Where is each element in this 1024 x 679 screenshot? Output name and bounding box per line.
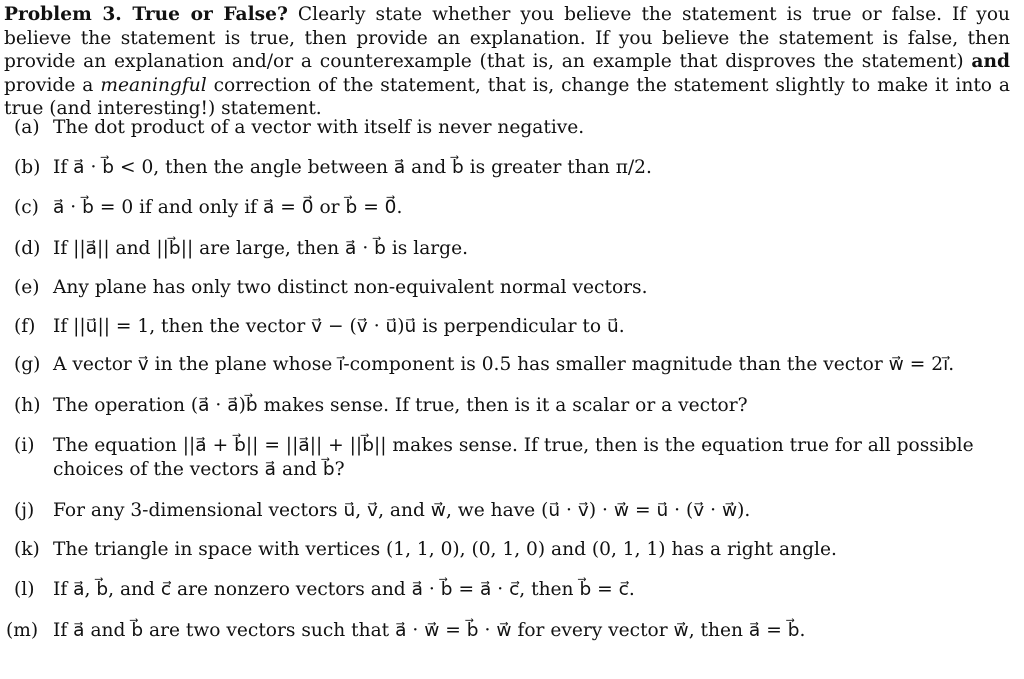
item-label: (j) [14, 500, 35, 521]
item-label: (m) [6, 620, 39, 641]
item-text: The equation ||a⃗ + b⃗|| = ||a⃗|| + ||b⃗|| makes sense. If true, then is the equation true for all possible choices of the vectors a⃗ and b⃗? [53, 435, 974, 480]
item-label: (e) [14, 277, 40, 298]
item-text: If ||u⃗|| = 1, then the vector v⃗ − (v⃗ · u⃗)u⃗ is perpendicular to u⃗. [53, 316, 625, 337]
item-b [14, 156, 1004, 180]
item-text: Any plane has only two distinct non-equivalent normal vectors. [53, 277, 648, 298]
intro-text-2: provide a [4, 74, 101, 96]
item-text: If ||a⃗|| and ||b⃗|| are large, then a⃗ · b⃗ is large. [53, 238, 468, 259]
problem-heading: Problem 3. True or False? [4, 4, 288, 25]
item-label: (i) [14, 435, 35, 456]
item-m [6, 619, 996, 643]
item-i [14, 434, 1004, 481]
item-text: If a⃗ and b⃗ are two vectors such that a⃗ · w⃗ = b⃗ · w⃗ for every vector w⃗, then a⃗ = b⃗. [53, 620, 806, 641]
item-label: (l) [14, 579, 35, 600]
item-g [14, 353, 1004, 377]
item-text: For any 3-dimensional vectors u⃗, v⃗, and w⃗, we have (u⃗ · v⃗) · w⃗ = u⃗ · (v⃗ · w⃗). [53, 500, 751, 521]
item-text: a⃗ · b⃗ = 0 if and only if a⃗ = 0⃗ or b⃗ = 0⃗. [53, 197, 403, 218]
item-label: (h) [14, 395, 41, 416]
intro-and-bold: and [971, 51, 1010, 72]
item-j [14, 499, 1004, 523]
intro-text-1: Clearly state whether you believe the statement is true or false. If you believe the statement is true, then provide an explanation. If you believe the statement is false, then provide an explanation and/or a counterexample (that is, an example that disproves the statement) [4, 4, 1010, 72]
item-label: (a) [14, 117, 40, 138]
item-c [14, 196, 1004, 220]
intro-meaningful: meaningful [100, 74, 207, 96]
item-k [14, 538, 1004, 562]
intro-text-3: correction of the statement, that is, change the statement slightly to make it into a true (and interesting!) statement. [4, 74, 1011, 119]
problem-intro [4, 3, 1010, 121]
item-a [14, 116, 1004, 140]
item-label: (k) [14, 539, 40, 560]
item-d [14, 237, 1004, 261]
item-text: A vector v⃗ in the plane whose i⃗-component is 0.5 has smaller magnitude than the vector w⃗ = 2i⃗. [53, 354, 955, 375]
item-label: (d) [14, 238, 41, 259]
item-h [14, 394, 1004, 418]
item-label: (g) [14, 354, 41, 375]
item-text: The triangle in space with vertices (1, 1, 0), (0, 1, 0) and (0, 1, 1) has a right angle. [53, 539, 837, 560]
item-text: If a⃗, b⃗, and c⃗ are nonzero vectors and a⃗ · b⃗ = a⃗ · c⃗, then b⃗ = c⃗. [53, 579, 635, 600]
item-e [14, 276, 1004, 300]
item-label: (b) [14, 157, 41, 178]
item-l [14, 578, 1004, 602]
item-f [14, 315, 1004, 339]
item-label: (c) [14, 197, 39, 218]
item-text: The dot product of a vector with itself is never negative. [53, 117, 585, 138]
item-text: If a⃗ · b⃗ < 0, then the angle between a⃗ and b⃗ is greater than π/2. [53, 157, 652, 178]
item-label: (f) [14, 316, 36, 337]
item-text: The operation (a⃗ · a⃗)b⃗ makes sense. If true, then is it a scalar or a vector? [53, 395, 748, 416]
